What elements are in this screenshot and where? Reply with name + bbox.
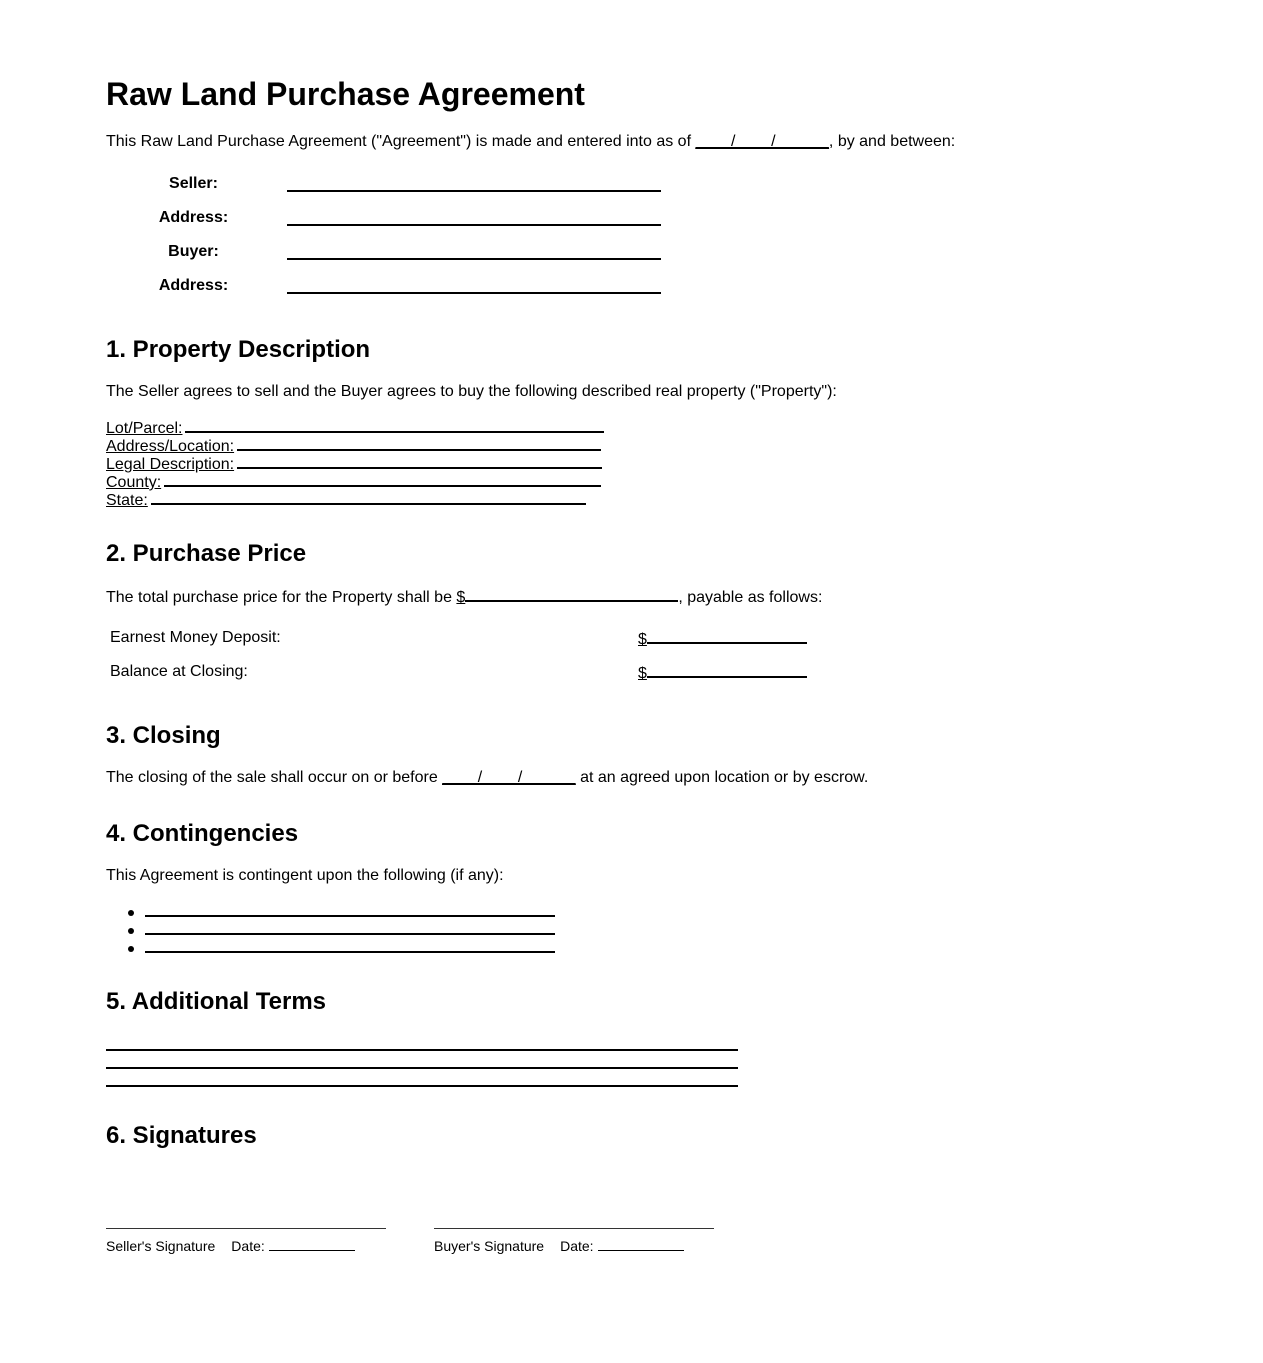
- agreement-date-field[interactable]: ____/____/______: [695, 133, 829, 150]
- intro-text-after: , by and between:: [828, 133, 956, 150]
- seller-address-field[interactable]: [287, 224, 661, 226]
- additional-terms-field-1[interactable]: [106, 1049, 738, 1051]
- section-heading-property: 1. Property Description: [106, 336, 371, 363]
- price-text-before: The total purchase price for the Property shall be: [106, 589, 457, 606]
- buyer-address-row: [106, 276, 706, 300]
- legal-description-field[interactable]: [237, 453, 602, 469]
- price-text-after: , payable as follows:: [678, 589, 823, 606]
- section-heading-signatures: 6. Signatures: [106, 1122, 257, 1149]
- contingency-item: [128, 905, 568, 923]
- buyer-date-label: Date:: [560, 1238, 594, 1254]
- bullet-icon: [128, 928, 134, 934]
- contingency-field-1[interactable]: [145, 915, 555, 917]
- seller-label: Seller:: [169, 175, 218, 192]
- contingency-field-2[interactable]: [145, 933, 555, 935]
- contingency-item: [128, 941, 568, 959]
- section-heading-contingencies: 4. Contingencies: [106, 820, 299, 847]
- buyer-address-label: Address:: [158, 277, 229, 294]
- state-label: State:: [106, 492, 148, 509]
- contingency-field-3[interactable]: [145, 951, 555, 953]
- intro-paragraph: [106, 132, 955, 152]
- total-price-field[interactable]: [465, 586, 678, 602]
- address-location-field[interactable]: [237, 435, 601, 451]
- state-row: [106, 489, 586, 510]
- closing-date-field[interactable]: ____/____/______: [442, 769, 576, 786]
- earnest-money-label: Earnest Money Deposit:: [110, 629, 281, 646]
- address-location-label: Address/Location:: [106, 438, 235, 455]
- buyer-signature-caption: [434, 1237, 714, 1255]
- buyer-signature-block: [434, 1228, 714, 1255]
- seller-signature-caption: [106, 1237, 386, 1255]
- seller-address-row: [106, 208, 706, 232]
- lot-parcel-label: Lot/Parcel:: [106, 420, 183, 437]
- state-field[interactable]: [151, 489, 586, 505]
- earnest-money-row: [110, 628, 830, 652]
- document-title: Raw Land Purchase Agreement: [106, 76, 585, 112]
- seller-signature-label: Seller's Signature: [106, 1238, 216, 1254]
- earnest-currency-symbol: $: [638, 631, 647, 648]
- buyer-address-field[interactable]: [287, 292, 661, 294]
- balance-closing-field[interactable]: [647, 662, 807, 678]
- county-field[interactable]: [164, 471, 601, 487]
- seller-date-field[interactable]: [269, 1238, 355, 1251]
- earnest-money-amount: [638, 628, 807, 650]
- section-heading-additional-terms: 5. Additional Terms: [106, 988, 327, 1015]
- buyer-date-field[interactable]: [598, 1238, 684, 1251]
- section-heading-price: 2. Purchase Price: [106, 540, 307, 567]
- seller-row: [106, 174, 706, 198]
- price-currency-symbol: $: [456, 589, 466, 606]
- closing-text-before: The closing of the sale shall occur on or before: [106, 769, 443, 786]
- price-paragraph: [106, 586, 822, 608]
- seller-name-field[interactable]: [287, 190, 661, 192]
- contingencies-intro-text: This Agreement is contingent upon the following (if any):: [106, 867, 504, 884]
- closing-text-after: at an agreed upon location or by escrow.: [575, 769, 869, 786]
- section-heading-closing: 3. Closing: [106, 722, 221, 749]
- bullet-icon: [128, 946, 134, 952]
- balance-closing-amount: [638, 662, 807, 684]
- buyer-signature-field[interactable]: [434, 1228, 714, 1229]
- earnest-money-field[interactable]: [647, 628, 807, 644]
- buyer-name-field[interactable]: [287, 258, 661, 260]
- buyer-row: [106, 242, 706, 266]
- legal-description-label: Legal Description:: [106, 456, 235, 473]
- seller-signature-field[interactable]: [106, 1228, 386, 1229]
- property-intro-text: The Seller agrees to sell and the Buyer agrees to buy the following described real property ("Property"):: [106, 383, 837, 400]
- lot-parcel-field[interactable]: [185, 417, 604, 433]
- additional-terms-field-3[interactable]: [106, 1085, 738, 1087]
- seller-signature-block: [106, 1228, 386, 1255]
- intro-text-before: This Raw Land Purchase Agreement ("Agreement") is made and entered into as of: [106, 133, 696, 150]
- bullet-icon: [128, 910, 134, 916]
- additional-terms-field-2[interactable]: [106, 1067, 738, 1069]
- contingency-item: [128, 923, 568, 941]
- seller-date-label: Date:: [231, 1238, 265, 1254]
- balance-currency-symbol: $: [638, 665, 647, 682]
- seller-address-label: Address:: [158, 209, 229, 226]
- county-label: County:: [106, 474, 162, 491]
- buyer-signature-label: Buyer's Signature: [434, 1238, 545, 1254]
- buyer-label: Buyer:: [168, 243, 219, 260]
- balance-closing-row: [110, 662, 830, 686]
- balance-closing-label: Balance at Closing:: [110, 663, 248, 680]
- closing-paragraph: [106, 768, 868, 788]
